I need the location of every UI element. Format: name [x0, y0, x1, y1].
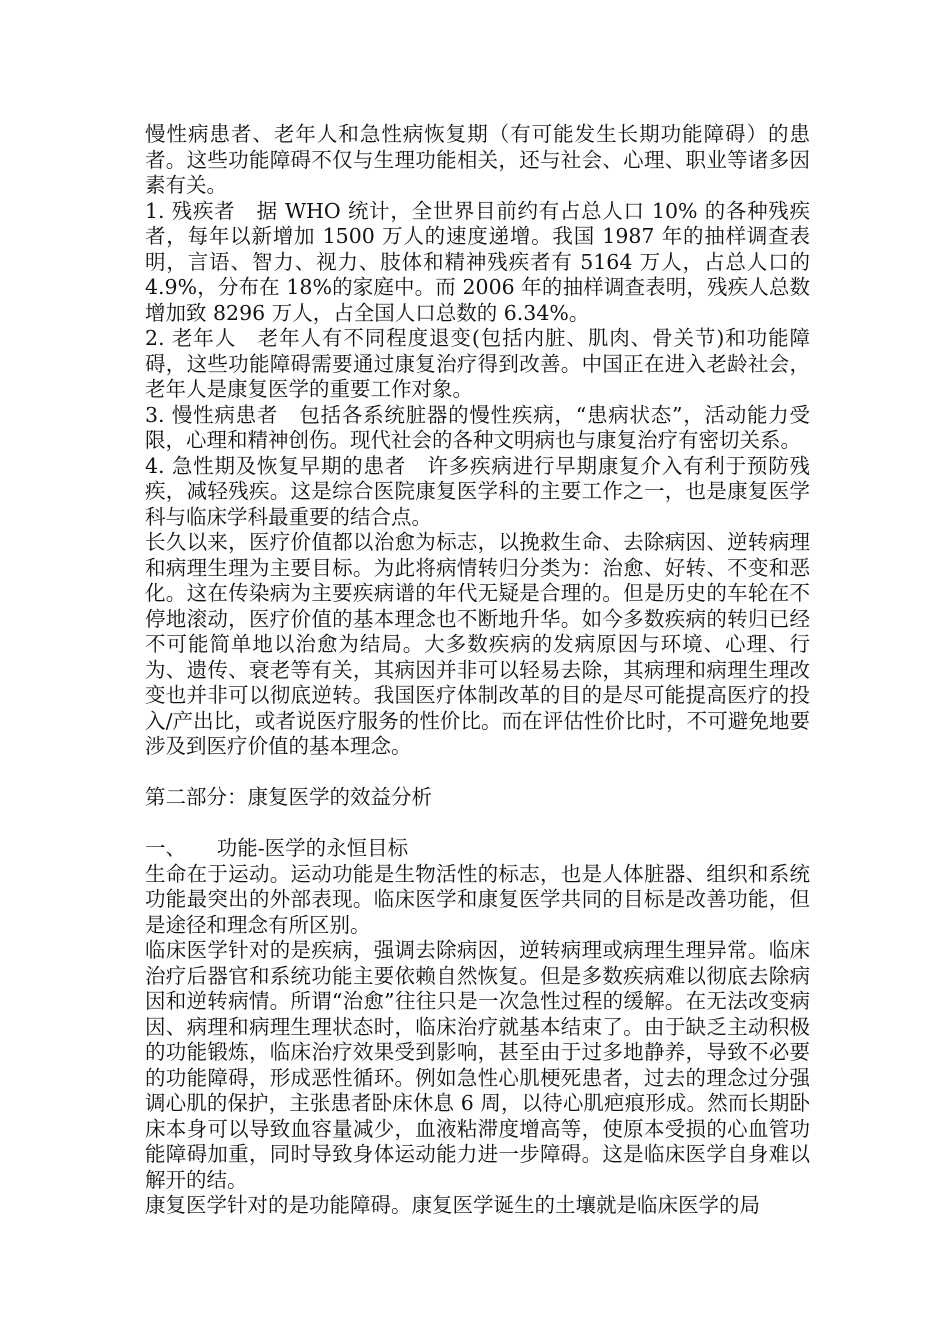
paragraph-medical-value: 长久以来，医疗价值都以治愈为标志，以挽救生命、去除病因、逆转病理和病理生理为主要目标。为此将病情转归分类为：治愈、好转、不变和恶化。这在传染病为主要疾病谱的年代无疑是合理的。但是历史的车轮在不停地滚动，医疗价值的基本理念也不断地升华。如今多数疾病的转归已经不可能简单地以治愈为结局。大多数疾病的发病原因与环境、心理、行为、遗传、衰老等有关，其病因并非可以轻易去除，其病理和病理生理改变也并非可以彻底逆转。我国医疗体制改革的目的是尽可能提高医疗的投入/产出比，或者说医疗服务的性价比。而在评估性价比时，不可避免地要涉及到医疗价值的基本理念。	[145, 530, 810, 758]
paragraph-acute: 4. 急性期及恢复早期的患者 许多疾病进行早期康复介入有利于预防残疾，减轻残疾。这是综合医院康复医学科的主要工作之一，也是康复医学科与临床学科最重要的结合点。	[145, 453, 810, 529]
paragraph-clinical: 临床医学针对的是疾病，强调去除病因，逆转病理或病理生理异常。临床治疗后器官和系统功能主要依赖自然恢复。但是多数疾病难以彻底去除病因和逆转病情。所谓“治愈”往往只是一次急性过程的缓解。在无法改变病因、病理和病理生理状态时，临床治疗就基本结束了。由于缺乏主动积极的功能锻炼，临床治疗效果受到影响，甚至由于过多地静养，导致不必要的功能障碍，形成恶性循环。例如急性心肌梗死患者，过去的理念过分强调心肌的保护，主张患者卧床休息 6 周，以待心肌疤痕形成。然而长期卧床本身可以导致血容量减少，血液粘滞度增高等，使原本受损的心血管功能障碍加重，同时导致身体运动能力进一步障碍。这是临床医学自身难以解开的结。	[145, 938, 810, 1192]
blank-line	[145, 760, 810, 786]
paragraph-disabled: 1. 残疾者 据 WHO 统计，全世界目前约有占总人口 10% 的各种残疾者，每年以新增加 1500 万人的速度递增。我国 1987 年的抽样调查表明，言语、智力、视力、肢体和精神残疾者有 5164 万人，占总人口的 4.9%，分布在 18%的家庭中。而 2006 年的抽样调查表明，残疾人总数增加致 8296 万人，占全国人口总数的 6.34%。	[145, 198, 810, 325]
paragraph-rehab: 康复医学针对的是功能障碍。康复医学诞生的土壤就是临床医学的局	[145, 1193, 760, 1217]
paragraph-elderly: 2. 老年人 老年人有不同程度退变(包括内脏、肌肉、骨关节)和功能障碍，这些功能障碍需要通过康复治疗得到改善。中国正在进入老龄社会，老年人是康复医学的重要工作对象。	[145, 326, 810, 401]
blank-line	[145, 811, 810, 837]
part-heading: 第二部分：康复医学的效益分析	[145, 785, 432, 809]
paragraph-motion: 生命在于运动。运动功能是生物活性的标志，也是人体脏器、组织和系统功能最突出的外部表现。临床医学和康复医学共同的目标是改善功能，但是途径和理念有所区别。	[145, 861, 810, 937]
paragraph-intro: 慢性病患者、老年人和急性病恢复期（有可能发生长期功能障碍）的患者。这些功能障碍不仅与生理功能相关，还与社会、心理、职业等诸多因素有关。	[145, 122, 810, 197]
document-page	[145, 122, 810, 1219]
paragraph-chronic: 3. 慢性病患者 包括各系统脏器的慢性疾病，“患病状态”，活动能力受限，心理和精神创伤。现代社会的各种文明病也与康复治疗有密切关系。	[145, 402, 810, 452]
section-heading: 一、 功能-医学的永恒目标	[145, 836, 409, 860]
